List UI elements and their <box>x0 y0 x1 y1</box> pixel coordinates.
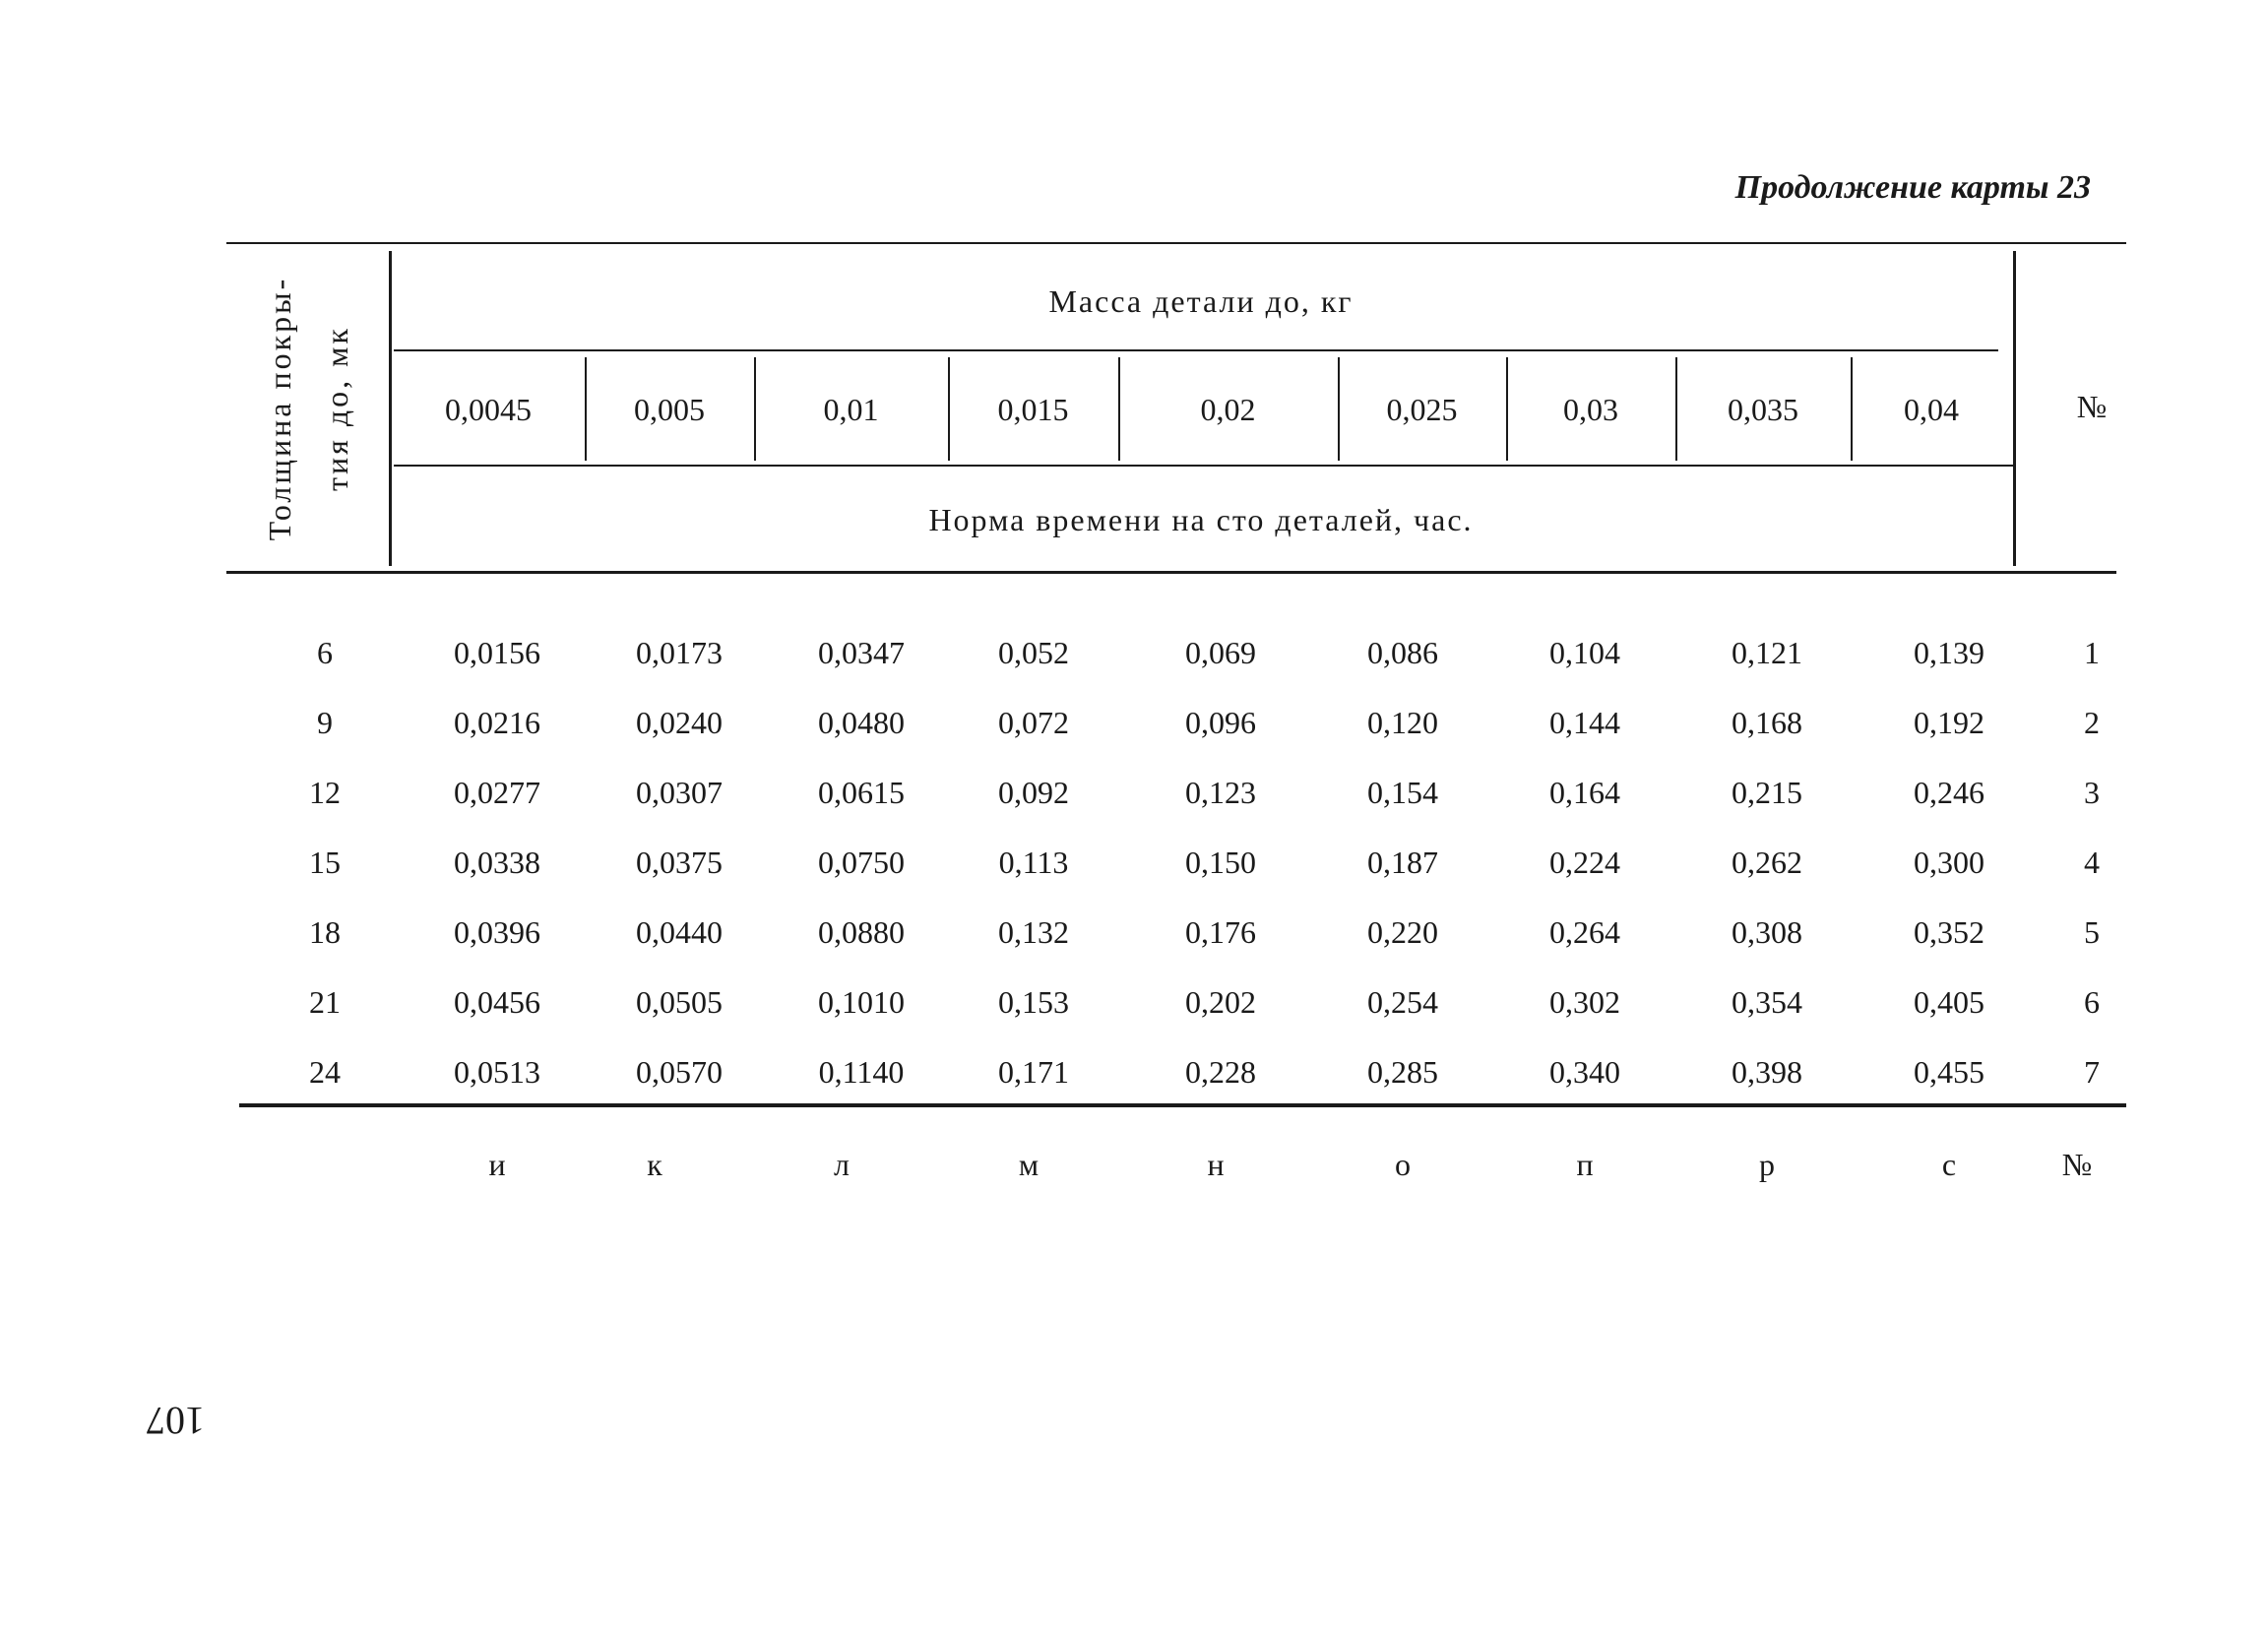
value-cell: 0,354 <box>1732 984 1802 1020</box>
page-number: 107 <box>146 1399 205 1443</box>
norm-title: Норма времени на сто деталей, час. <box>928 502 1474 537</box>
mass-value: 0,015 <box>997 392 1069 427</box>
header-bottom-rule <box>226 571 2116 574</box>
value-cell: 0,0570 <box>636 1054 723 1090</box>
value-cell: 0,1010 <box>818 984 905 1020</box>
value-cell: 0,069 <box>1185 635 1256 670</box>
continuation-caption: Продолжение карты 23 <box>1734 169 2091 206</box>
value-cell: 0,0880 <box>818 914 905 950</box>
thickness-cell: 21 <box>309 984 341 1020</box>
value-cell: 0,154 <box>1367 775 1438 810</box>
column-letter: о <box>1395 1147 1411 1182</box>
value-cell: 0,0347 <box>818 635 905 670</box>
mass-values-rule <box>394 465 2013 467</box>
column-letter: л <box>834 1147 850 1182</box>
value-cell: 0,0277 <box>454 775 540 810</box>
footer-number-label: № <box>2061 1147 2093 1182</box>
value-cell: 0,455 <box>1914 1054 1984 1090</box>
value-cell: 0,254 <box>1367 984 1438 1020</box>
value-cell: 0,202 <box>1185 984 1256 1020</box>
column-letter: и <box>488 1147 506 1182</box>
value-cell: 0,187 <box>1367 845 1438 880</box>
mass-value: 0,01 <box>823 392 879 427</box>
value-cell: 0,1140 <box>818 1054 905 1090</box>
column-letter: к <box>647 1147 662 1182</box>
column-letter: м <box>1018 1147 1040 1182</box>
thickness-cell: 24 <box>309 1054 341 1090</box>
value-cell: 0,168 <box>1732 705 1802 740</box>
value-cell: 0,0307 <box>636 775 723 810</box>
mass-value: 0,0045 <box>445 392 532 427</box>
value-cell: 0,072 <box>998 705 1069 740</box>
value-cell: 0,144 <box>1549 705 1620 740</box>
value-cell: 0,092 <box>998 775 1069 810</box>
value-cell: 0,139 <box>1914 635 1984 670</box>
row-number-cell: 6 <box>2084 984 2100 1020</box>
value-cell: 0,096 <box>1185 705 1256 740</box>
value-cell: 0,0338 <box>454 845 540 880</box>
value-cell: 0,192 <box>1914 705 1984 740</box>
value-cell: 0,150 <box>1185 845 1256 880</box>
number-column-divider <box>2013 251 2016 566</box>
value-cell: 0,0615 <box>818 775 905 810</box>
thickness-cell: 15 <box>309 845 341 880</box>
thickness-header <box>234 251 382 566</box>
mass-value: 0,04 <box>1904 392 1959 427</box>
value-cell: 0,302 <box>1549 984 1620 1020</box>
mass-title: Масса детали до, кг <box>1048 283 1354 319</box>
value-cell: 0,120 <box>1367 705 1438 740</box>
table-row <box>0 775 2268 834</box>
table-row <box>0 705 2268 764</box>
row-number-cell: 2 <box>2084 705 2100 740</box>
value-cell: 0,352 <box>1914 914 1984 950</box>
value-cell: 0,123 <box>1185 775 1256 810</box>
value-cell: 0,164 <box>1549 775 1620 810</box>
table-row <box>0 914 2268 973</box>
table-row <box>0 635 2268 694</box>
column-letter: п <box>1576 1147 1594 1182</box>
row-number-cell: 3 <box>2084 775 2100 810</box>
value-cell: 0,262 <box>1732 845 1802 880</box>
value-cell: 0,340 <box>1549 1054 1620 1090</box>
mass-value: 0,03 <box>1563 392 1618 427</box>
row-number-cell: 7 <box>2084 1054 2100 1090</box>
value-cell: 0,176 <box>1185 914 1256 950</box>
value-cell: 0,0750 <box>818 845 905 880</box>
value-cell: 0,398 <box>1732 1054 1802 1090</box>
value-cell: 0,215 <box>1732 775 1802 810</box>
value-cell: 0,0505 <box>636 984 723 1020</box>
value-cell: 0,0156 <box>454 635 540 670</box>
row-number-cell: 4 <box>2084 845 2100 880</box>
value-cell: 0,0173 <box>636 635 723 670</box>
number-column-header: № <box>2076 389 2108 424</box>
mass-value: 0,02 <box>1200 392 1256 427</box>
mass-value: 0,025 <box>1386 392 1458 427</box>
value-cell: 0,0440 <box>636 914 723 950</box>
value-cell: 0,264 <box>1549 914 1620 950</box>
value-cell: 0,171 <box>998 1054 1069 1090</box>
table-row <box>0 1054 2268 1113</box>
thickness-column-divider <box>389 251 392 566</box>
value-cell: 0,104 <box>1549 635 1620 670</box>
value-cell: 0,052 <box>998 635 1069 670</box>
top-rule <box>226 242 2126 244</box>
value-cell: 0,113 <box>998 845 1069 880</box>
thickness-cell: 9 <box>317 705 333 740</box>
value-cell: 0,086 <box>1367 635 1438 670</box>
value-cell: 0,405 <box>1914 984 1984 1020</box>
value-cell: 0,220 <box>1367 914 1438 950</box>
table-row <box>0 984 2268 1043</box>
column-letter: с <box>1941 1147 1957 1182</box>
value-cell: 0,0480 <box>818 705 905 740</box>
table-row <box>0 845 2268 904</box>
value-cell: 0,246 <box>1914 775 1984 810</box>
value-cell: 0,0456 <box>454 984 540 1020</box>
value-cell: 0,0396 <box>454 914 540 950</box>
value-cell: 0,153 <box>998 984 1069 1020</box>
column-letter: р <box>1759 1147 1775 1182</box>
value-cell: 0,285 <box>1367 1054 1438 1090</box>
value-cell: 0,121 <box>1732 635 1802 670</box>
value-cell: 0,224 <box>1549 845 1620 880</box>
mass-value: 0,035 <box>1728 392 1798 427</box>
column-letter: н <box>1207 1147 1225 1182</box>
thickness-cell: 18 <box>309 914 341 950</box>
value-cell: 0,0240 <box>636 705 723 740</box>
value-cell: 0,0216 <box>454 705 540 740</box>
thickness-cell: 6 <box>317 635 333 670</box>
mass-title-rule <box>394 349 1998 351</box>
row-number-cell: 1 <box>2084 635 2100 670</box>
value-cell: 0,0513 <box>454 1054 540 1090</box>
value-cell: 0,0375 <box>636 845 723 880</box>
row-number-cell: 5 <box>2084 914 2100 950</box>
thickness-header-label: Толщина покры- тия до, мк <box>262 276 354 541</box>
value-cell: 0,132 <box>998 914 1069 950</box>
thickness-cell: 12 <box>309 775 341 810</box>
value-cell: 0,308 <box>1732 914 1802 950</box>
value-cell: 0,300 <box>1914 845 1984 880</box>
mass-value: 0,005 <box>634 392 705 427</box>
value-cell: 0,228 <box>1185 1054 1256 1090</box>
